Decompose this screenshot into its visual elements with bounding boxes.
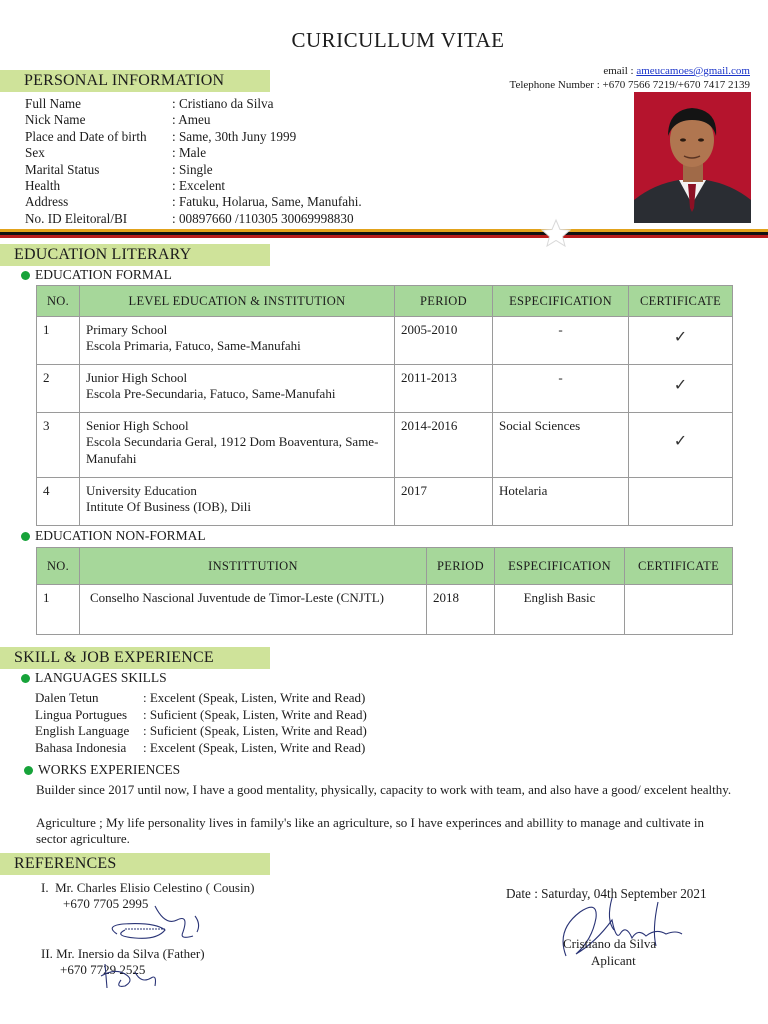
languages-list — [35, 690, 367, 756]
table-header-row — [37, 286, 733, 317]
column-header: NO. — [37, 286, 80, 317]
table-row: 4 University Education Intitute Of Business (IOB), Dili 2017 Hotelaria — [37, 478, 733, 526]
works-paragraph: Builder since 2017 until now, I have a good mentality, physically, capacity to work with team, and also have a good/ excelent healthy. — [36, 782, 732, 797]
table-row: 3 Senior High School Escola Secundaria Geral, 1912 Dom Boaventura, Same-Manufahi 2014-2016 Social Sciences ✓ — [37, 413, 733, 478]
info-row: Marital Status : Single — [25, 161, 213, 177]
column-header: PERIOD — [427, 548, 495, 585]
references-band — [0, 853, 270, 875]
table-row: 1 Conselho Nascional Juventude de Timor-Leste (CNJTL) 2018 English Basic — [37, 585, 733, 635]
nonformal-education-table — [36, 547, 733, 635]
profile-photo — [634, 92, 751, 223]
list-item: English Language : Suficient (Speak, Listen, Write and Read) — [35, 723, 367, 738]
info-row: Sex : Male — [25, 145, 207, 161]
column-header: ESPECIFICATION — [495, 548, 625, 585]
check-icon: ✓ — [673, 433, 688, 450]
education-band — [0, 244, 270, 266]
column-header: NO. — [37, 548, 80, 585]
bullet-icon — [21, 674, 30, 683]
bullet-icon — [24, 766, 33, 775]
personal-info-list — [25, 96, 362, 227]
applicant-name: Cristiano da Silva — [563, 936, 657, 951]
star-icon — [540, 218, 572, 248]
email-line — [603, 65, 750, 78]
personal-info-heading: PERSONAL INFORMATION — [24, 72, 225, 89]
skills-band — [0, 647, 270, 669]
info-row: Address : Fatuku, Holarua, Same, Manufahi. — [25, 194, 362, 210]
info-row: Full Name : Cristiano da Silva — [25, 96, 274, 111]
education-formal-title: EDUCATION FORMAL — [21, 267, 172, 283]
bullet-icon — [21, 532, 30, 541]
list-item: Bahasa Indonesia : Excelent (Speak, Listen, Write and Read) — [35, 739, 366, 755]
reference-item: II. Mr. Inersio da Silva (Father) +670 7729 2525 — [41, 946, 205, 977]
check-icon: ✓ — [673, 377, 688, 394]
document-title: CURICULLUM VITAE — [291, 28, 505, 52]
column-header: CERTIFICATE — [629, 286, 733, 317]
references-heading: REFERENCES — [14, 855, 117, 872]
bullet-icon — [21, 271, 30, 280]
table-header-row — [37, 548, 733, 585]
info-row: Place and Date of birth : Same, 30th Juny 1999 — [25, 128, 297, 144]
info-row: No. ID Eleitoral/BI : 00897660 /110305 30069998830 — [25, 210, 354, 226]
works-title: WORKS EXPERIENCES — [24, 762, 180, 778]
tricolor-divider — [0, 229, 768, 238]
skills-heading: SKILL & JOB EXPERIENCE — [14, 649, 214, 666]
education-nonformal-title: EDUCATION NON-FORMAL — [21, 528, 206, 544]
reference-signature — [95, 896, 215, 948]
column-header: ESPECIFICATION — [493, 286, 629, 317]
education-heading: EDUCATION LITERARY — [14, 246, 192, 263]
agriculture-paragraph: Agriculture ; My life personality lives in family's like an agriculture, so I have experinces and abillity to manage and cultivate in sector agriculture. — [36, 815, 705, 847]
column-header: PERIOD — [395, 286, 493, 317]
applicant-role: Aplicant — [591, 953, 636, 968]
email-link[interactable]: ameucamoes@gmail.com — [636, 65, 750, 77]
list-item: Lingua Portugues : Suficient (Speak, Listen, Write and Read) — [35, 706, 367, 722]
column-header: INSTITTUTION — [80, 548, 427, 585]
signature-date: Date : Saturday, 04th September 2021 — [506, 886, 707, 901]
info-row: Nick Name : Ameu — [25, 112, 211, 128]
reference-signature — [95, 958, 175, 996]
telephone-line: Telephone Number : +670 7566 7219/+670 7417 2139 — [509, 79, 750, 91]
column-header: LEVEL EDUCATION & INSTITUTION — [80, 286, 395, 317]
table-row: 2 Junior High School Escola Pre-Secundaria, Fatuco, Same-Manufahi 2011-2013 - ✓ — [37, 365, 733, 413]
languages-title: LANGUAGES SKILLS — [21, 670, 167, 686]
portrait-illustration — [634, 92, 751, 223]
check-icon: ✓ — [673, 329, 688, 346]
formal-education-table — [36, 285, 733, 526]
table-row: 1 Primary School Escola Primaria, Fatuco, Same-Manufahi 2005-2010 - ✓ — [37, 317, 733, 365]
list-item: Dalen Tetun : Excelent (Speak, Listen, Write and Read) — [35, 690, 366, 705]
info-row: Health : Excelent — [25, 178, 226, 194]
column-header: CERTIFICATE — [625, 548, 733, 585]
email-label: email : — [603, 65, 637, 77]
personal-info-band — [0, 70, 270, 92]
reference-item: I. Mr. Charles Elisio Celestino ( Cousin) +670 7705 2995 — [41, 880, 255, 911]
